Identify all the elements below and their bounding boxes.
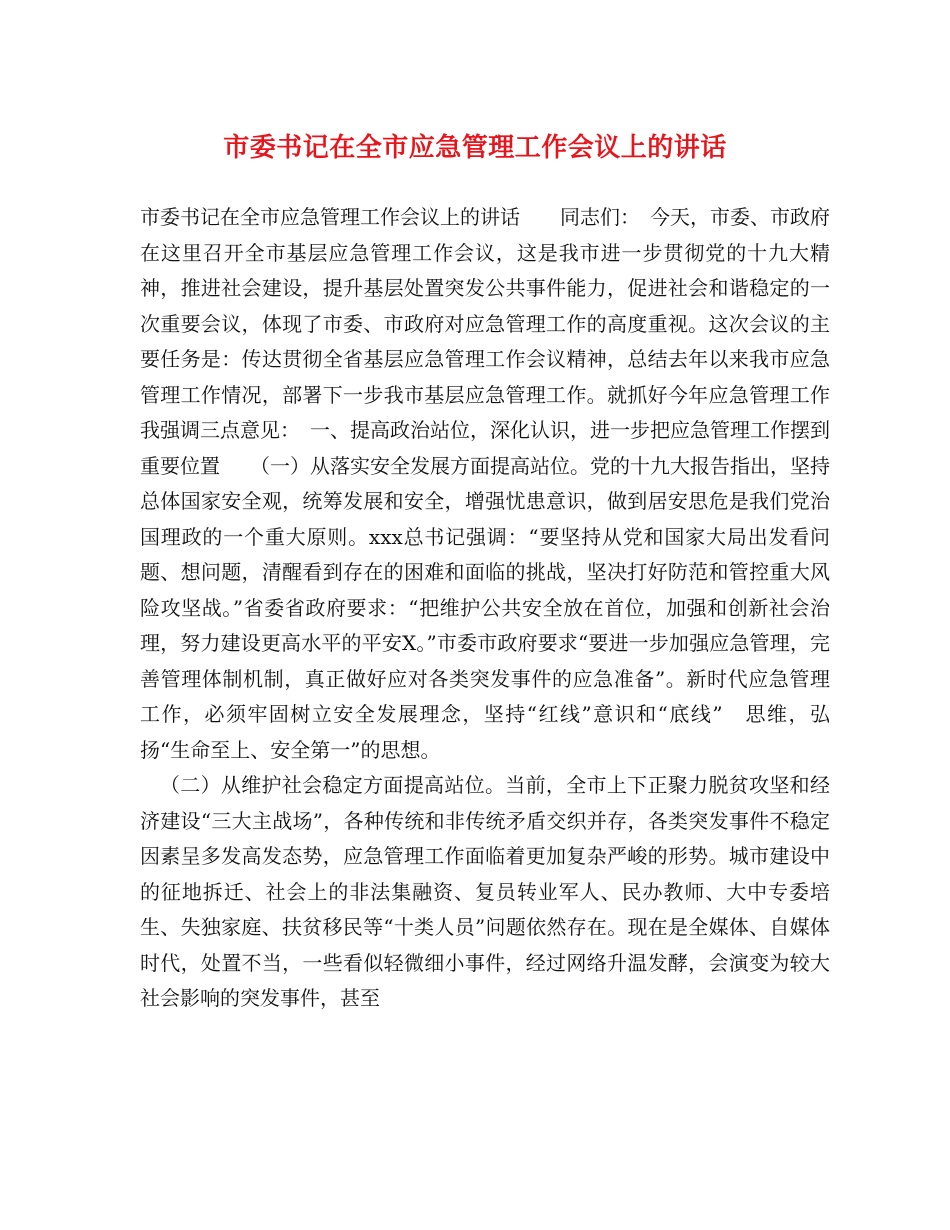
document-title: 市委书记在全市应急管理工作会议上的讲话: [223, 133, 727, 163]
body-paragraph-2: （二）从维护社会稳定方面提高站位。当前，全市上下正聚力脱贫攻坚和经济建设“三大主战场”，各种传统和非传统矛盾交织并存，各类突发事件不稳定因素呈多发高发态势，应急管理工作面临着更加复杂严峻的形势。城市建设中的征地拆迁、社会上的非法集融资、复员转业军人、民办教师、大中专委培生、失独家庭、扶贫移民等“十类人员”问题依然存在。现在是全媒体、自媒体时代，处置不当，一些看似轻微细小事件，经过网络升温发酵，会演变为较大社会影响的突发事件，甚至: [140, 773, 830, 1010]
body-paragraph-1: 市委书记在全市应急管理工作会议上的讲话 同志们： 今天，市委、市政府在这里召开全市基层应急管理工作会议，这是我市进一步贯彻党的十九大精神，推进社会建设，提升基层处置突发公共事件能力，促进社会和谐稳定的一次重要会议，体现了市委、市政府对应急管理工作的高度重视。这次会议的主要任务是：传达贯彻全省基层应急管理工作会议精神，总结去年以来我市应急管理工作情况，部署下一步我市基层应急管理工作。就抓好今年应急管理工作我强调三点意见： 一、提高政治站位，深化认识，进一步把应急管理工作摆到重要位置 （一）从落实安全发展方面提高站位。党的十九大报告指出，坚持总体国家安全观，统筹发展和安全，增强忧患意识，做到居安思危是我们党治国理政的一个重大原则。xxx总书记强调：“要坚持从党和国家大局出发看问题、想问题，清醒看到存在的困难和面临的挑战，坚决打好防范和管控重大风险攻坚战。”省委省政府要求：“把维护公共安全放在首位，加强和创新社会治理，努力建设更高水平的平安X。”市委市政府要求“要进一步加强应急管理，完善管理体制机制，真正做好应对各类突发事件的应急准备”。新时代应急管理工作，必须牢固树立安全发展理念，坚持“红线”意识和“底线” 思维，弘扬“生命至上、安全第一”的思想。: [140, 205, 830, 762]
document-body: [140, 200, 830, 1017]
